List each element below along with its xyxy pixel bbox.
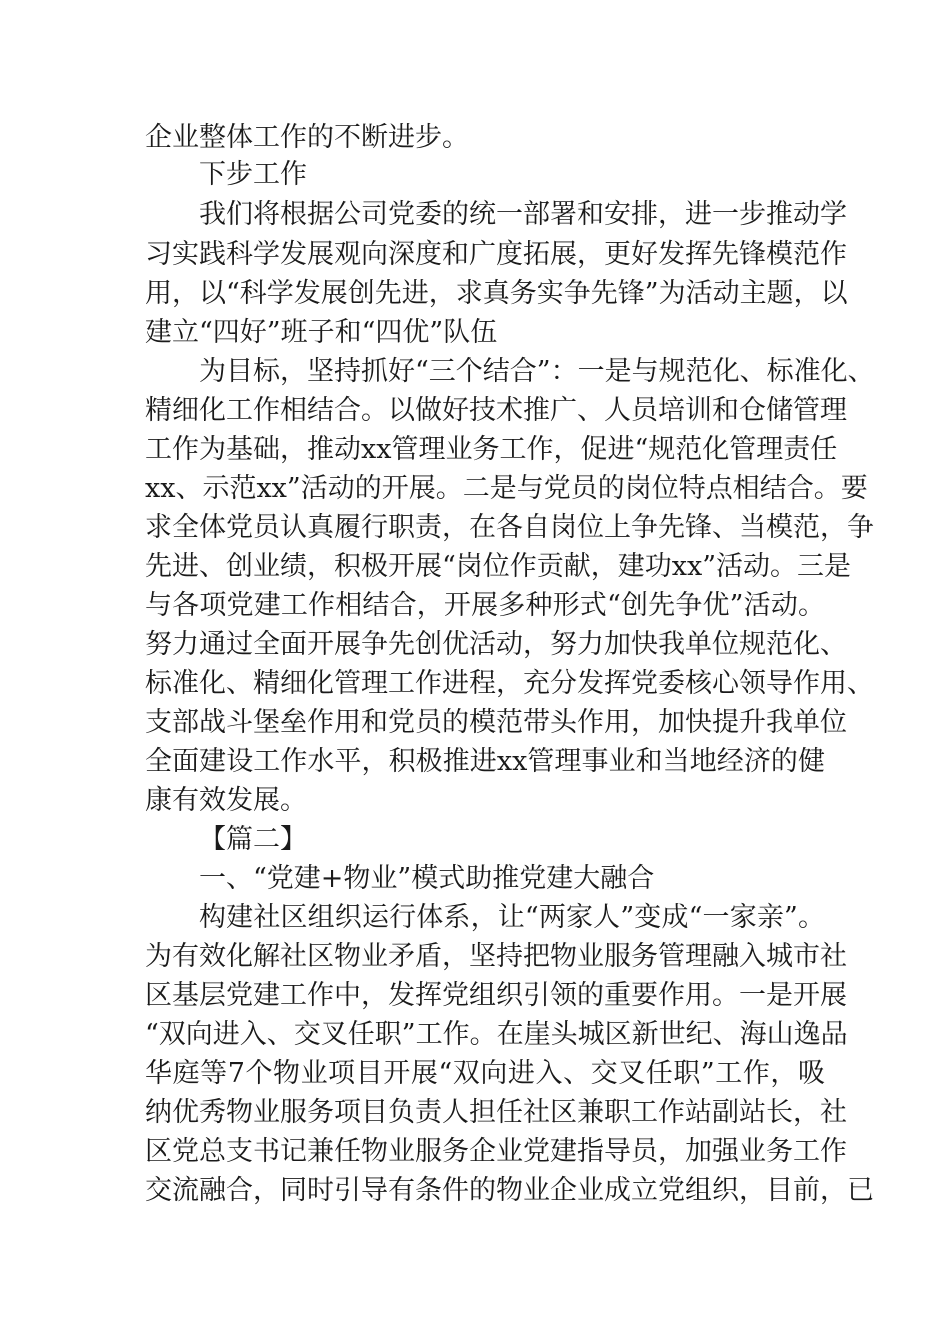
text-line: 努力通过全面开展争先创优活动，努力加快我单位规范化、 bbox=[145, 629, 847, 660]
text-line: 为目标，坚持抓好“三个结合”：一是与规范化、标准化、 bbox=[199, 356, 875, 387]
text-line: “双向进入、交叉任职”工作。在崖头城区新世纪、海山逸品 bbox=[145, 1019, 848, 1050]
text-line: 标准化、精细化管理工作进程，充分发挥党委核心领导作用、 bbox=[145, 668, 874, 699]
text-line: 区基层党建工作中，发挥党组织引领的重要作用。一是开展 bbox=[145, 980, 847, 1011]
text-line: 交流融合，同时引导有条件的物业企业成立党组织，目前，已 bbox=[145, 1175, 874, 1206]
text-line: 康有效发展。 bbox=[145, 785, 307, 816]
text-line: 求全体党员认真履行职责，在各自岗位上争先锋、当模范，争 bbox=[145, 512, 874, 543]
text-line: 区党总支书记兼任物业服务企业党建指导员，加强业务工作 bbox=[145, 1136, 847, 1167]
text-line: 工作为基础，推动xx管理业务工作，促进“规范化管理责任 bbox=[145, 434, 838, 465]
text-line: 支部战斗堡垒作用和党员的模范带头作用，加快提升我单位 bbox=[145, 707, 847, 738]
section-heading: 下步工作 bbox=[199, 159, 307, 190]
text-line: 习实践科学发展观向深度和广度拓展，更好发挥先锋模范作 bbox=[145, 239, 847, 270]
text-line: 为有效化解社区物业矛盾，坚持把物业服务管理融入城市社 bbox=[145, 941, 847, 972]
text-line: 用，以“科学发展创先进，求真务实争先锋”为活动主题，以 bbox=[145, 278, 848, 309]
text-line: 全面建设工作水平，积极推进xx管理事业和当地经济的健 bbox=[145, 746, 825, 777]
text-line: 企业整体工作的不断进步。 bbox=[145, 122, 469, 153]
text-line: 我们将根据公司党委的统一部署和安排，进一步推动学 bbox=[199, 199, 847, 230]
text-line: 与各项党建工作相结合，开展多种形式“创先争优”活动。 bbox=[145, 590, 825, 621]
text-line: 构建社区组织运行体系，让“两家人”变成“一家亲”。 bbox=[199, 902, 825, 933]
text-line: 华庭等7个物业项目开展“双向进入、交叉任职”工作，吸 bbox=[145, 1058, 825, 1089]
text-line: 精细化工作相结合。以做好技术推广、人员培训和仓储管理 bbox=[145, 395, 847, 426]
text-line: 纳优秀物业服务项目负责人担任社区兼职工作站副站长，社 bbox=[145, 1097, 847, 1128]
text-line: 先进、创业绩，积极开展“岗位作贡献，建功xx”活动。三是 bbox=[145, 551, 852, 582]
text-line: 建立“四好”班子和“四优”队伍 bbox=[145, 317, 498, 348]
section-heading: 一、“党建+物业”模式助推党建大融合 bbox=[199, 863, 655, 894]
text-line: xx、示范xx”活动的开展。二是与党员的岗位特点相结合。要 bbox=[145, 473, 868, 504]
section-heading: 【篇二】 bbox=[199, 824, 307, 855]
